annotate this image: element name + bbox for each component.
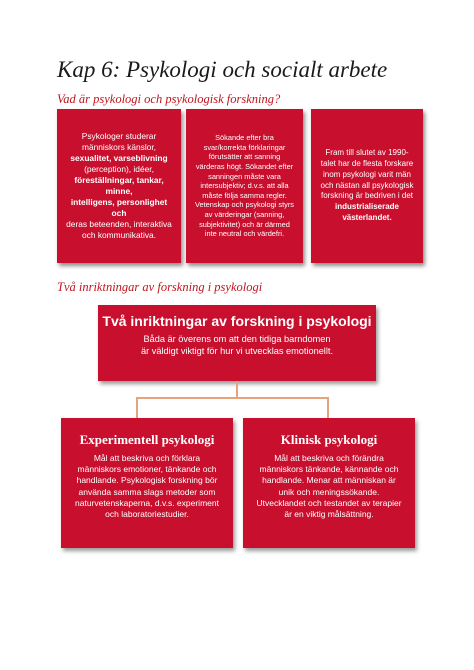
experimental-psychology-box (61, 418, 233, 548)
text-line: använda samma slags metoder som (78, 486, 216, 497)
box-line: värderas högt. Sökandet efter (195, 161, 294, 171)
connector-vertical-right (327, 397, 329, 418)
box-line: subjektivitet) och är därmed (199, 219, 290, 229)
box-line: sanningen måste vara (208, 171, 281, 181)
page-title: Kap 6: Psykologi och socialt arbete (57, 57, 388, 82)
box-line: Fram till slutet av 1990- (325, 148, 409, 158)
text-line: naturvetenskaperna, d.v.s. experiment (75, 497, 219, 508)
text-line: handlande. Psykologisk forskning bör (76, 475, 218, 486)
truth-box (186, 109, 303, 263)
section-heading-two-directions: Två inriktningar av forskning i psykologi (57, 280, 263, 294)
box-line: (perception), idéer, (84, 164, 154, 175)
box-line: intersubjektiv; d.v.s. att alla (200, 181, 289, 191)
text-line: Mål att beskriva och förklara (93, 453, 201, 463)
box-line: måste följa samma regler. (202, 190, 287, 200)
box-line: Vetenskap och psykologi styrs (194, 200, 294, 210)
box-line: svar/korrekta förklaringar (203, 142, 286, 152)
section-heading-what-is-psychology: Vad är psykologi och psykologisk forskning? (57, 92, 281, 106)
box-line: forskning är bedriven i det (320, 191, 414, 201)
box-line: inte neutral och värdefri. (204, 229, 285, 239)
box-line: och kommunikativa. (81, 229, 156, 240)
box-line: inom psykologi varit män (322, 169, 412, 179)
text-line: Båda är överens om att den tidiga barndomen (143, 334, 331, 344)
box-line: Psykologer studerar (81, 131, 157, 142)
two-directions-text (98, 334, 376, 358)
experimental-psychology-text (69, 453, 225, 520)
text-line: människors tänkande, kännande och (259, 464, 399, 475)
text-line: handlande. Menar att människan är (262, 475, 396, 486)
experimental-psychology-title: Experimentell psykologi (79, 432, 215, 447)
text-line: är väldigt viktigt för hur vi utvecklas emotionellt. (141, 345, 333, 356)
connector-vertical-left (136, 397, 138, 418)
clinical-psychology-text (251, 453, 407, 520)
clinical-psychology-box (243, 418, 415, 548)
history-box (311, 109, 423, 263)
text-line: Mål att beskriva och förändra (274, 453, 384, 463)
text-line: människors emotioner, tänkande och (77, 464, 217, 475)
box-line: talet har de flesta forskare (320, 159, 414, 168)
two-directions-box (98, 305, 376, 381)
box-line: deras beteenden, interaktiva (66, 218, 172, 229)
connector-horizontal (136, 397, 328, 399)
box-line: och nästan all psykologisk (320, 180, 414, 190)
text-line: och laboratoriestudier. (105, 509, 189, 520)
box-line: sexualitet, varseblivning (70, 153, 168, 164)
box-line: förutsätter att sanning (208, 152, 281, 162)
box-line: Sökande efter bra (215, 133, 274, 143)
box-line: västerlandet. (342, 212, 392, 222)
clinical-psychology-title: Klinisk psykologi (280, 432, 378, 447)
text-line: Utvecklandet och testandet av terapier (256, 497, 402, 508)
text-line: är en viktig målsättning. (284, 509, 374, 520)
box-line: föreställningar, tankar, minne, (74, 175, 164, 196)
definition-box (57, 109, 181, 263)
text-line: unik och meningssökande. (278, 486, 380, 497)
box-line: av värderingar (sanning, (204, 210, 285, 220)
two-directions-title: Två inriktningar av forskning i psykologi (102, 313, 372, 329)
connector-vertical-main (236, 381, 238, 398)
box-line: industrialiserade (334, 202, 400, 212)
box-line: intelligens, personlighet och (70, 196, 168, 218)
box-line: människors känslor, (81, 142, 156, 153)
